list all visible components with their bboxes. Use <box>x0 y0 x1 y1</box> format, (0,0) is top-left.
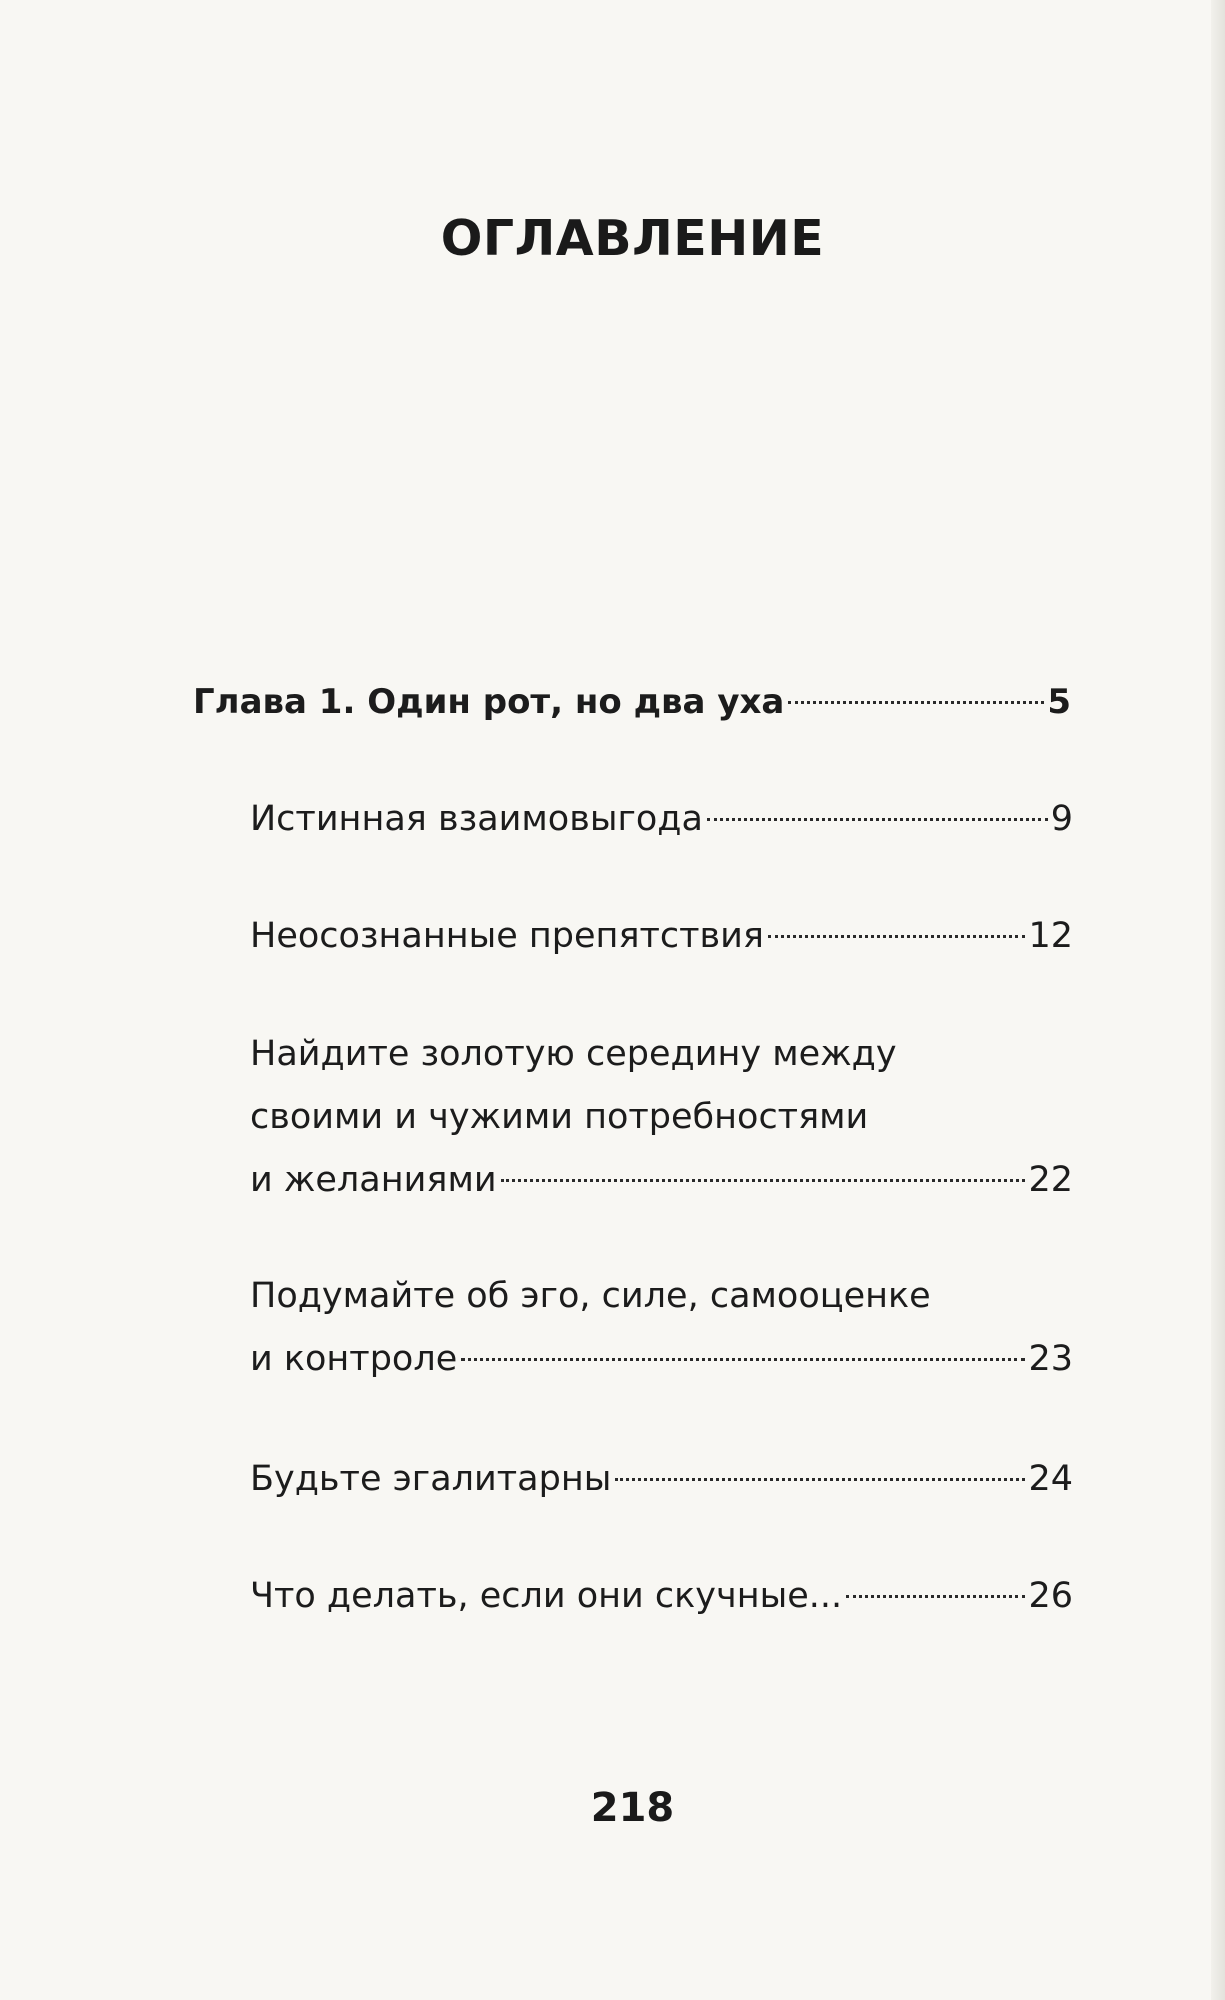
toc-page-number: 26 <box>1028 1576 1073 1616</box>
toc-entry-line <box>193 671 1071 734</box>
toc-entry-title: Неосознанные препятствия <box>250 916 764 956</box>
toc-entry-title: и контроле <box>250 1339 458 1379</box>
toc-page-number: 22 <box>1028 1160 1073 1200</box>
toc-section-entry <box>250 1565 1073 1628</box>
toc-entry-line <box>250 1448 1073 1511</box>
toc-entry-title: Будьте эгалитарны <box>250 1459 612 1499</box>
toc-entry-title: Глава 1. Один рот, но два уха <box>193 682 785 722</box>
toc-entry-line <box>250 1565 1073 1628</box>
toc-section-entry <box>250 905 1073 968</box>
toc-section-entry <box>250 1023 1073 1212</box>
toc-entry-title-line: Подумайте об эго, силе, самооценке <box>250 1276 931 1316</box>
toc-dot-leader <box>768 935 1026 938</box>
toc-entry-line <box>250 1149 1073 1212</box>
toc-entry-title: и желаниями <box>250 1160 497 1200</box>
toc-section-entry <box>250 1265 1073 1391</box>
toc-section-entry <box>250 788 1073 851</box>
toc-page-number: 5 <box>1047 682 1071 722</box>
page-number: 218 <box>590 1785 675 1831</box>
toc-entry-title-line: своими и чужими потребностями <box>250 1097 869 1137</box>
toc-chapter-entry <box>193 671 1071 734</box>
toc-dot-leader <box>846 1595 1025 1598</box>
toc-section-entry <box>250 1448 1073 1511</box>
toc-dot-leader <box>615 1478 1025 1481</box>
toc-dot-leader <box>707 818 1048 821</box>
page-edge-shadow <box>1211 0 1225 2000</box>
toc-dot-leader <box>501 1179 1026 1182</box>
toc-page-number: 24 <box>1028 1459 1073 1499</box>
toc-entry-line <box>250 1328 1073 1391</box>
toc-dot-leader <box>461 1358 1025 1361</box>
toc-dot-leader <box>788 701 1044 704</box>
toc-entry-title: Что делать, если они скучные... <box>250 1576 843 1616</box>
toc-entry-line <box>250 788 1073 851</box>
toc-entry-title: Истинная взаимовыгода <box>250 799 703 839</box>
page-title: ОГЛАВЛЕНИЕ <box>440 210 825 267</box>
toc-page-number: 12 <box>1028 916 1073 956</box>
toc-entry-line <box>250 905 1073 968</box>
toc-page-number: 23 <box>1028 1339 1073 1379</box>
toc-page-number: 9 <box>1050 799 1073 839</box>
toc-entry-title-line: Найдите золотую середину между <box>250 1034 897 1074</box>
